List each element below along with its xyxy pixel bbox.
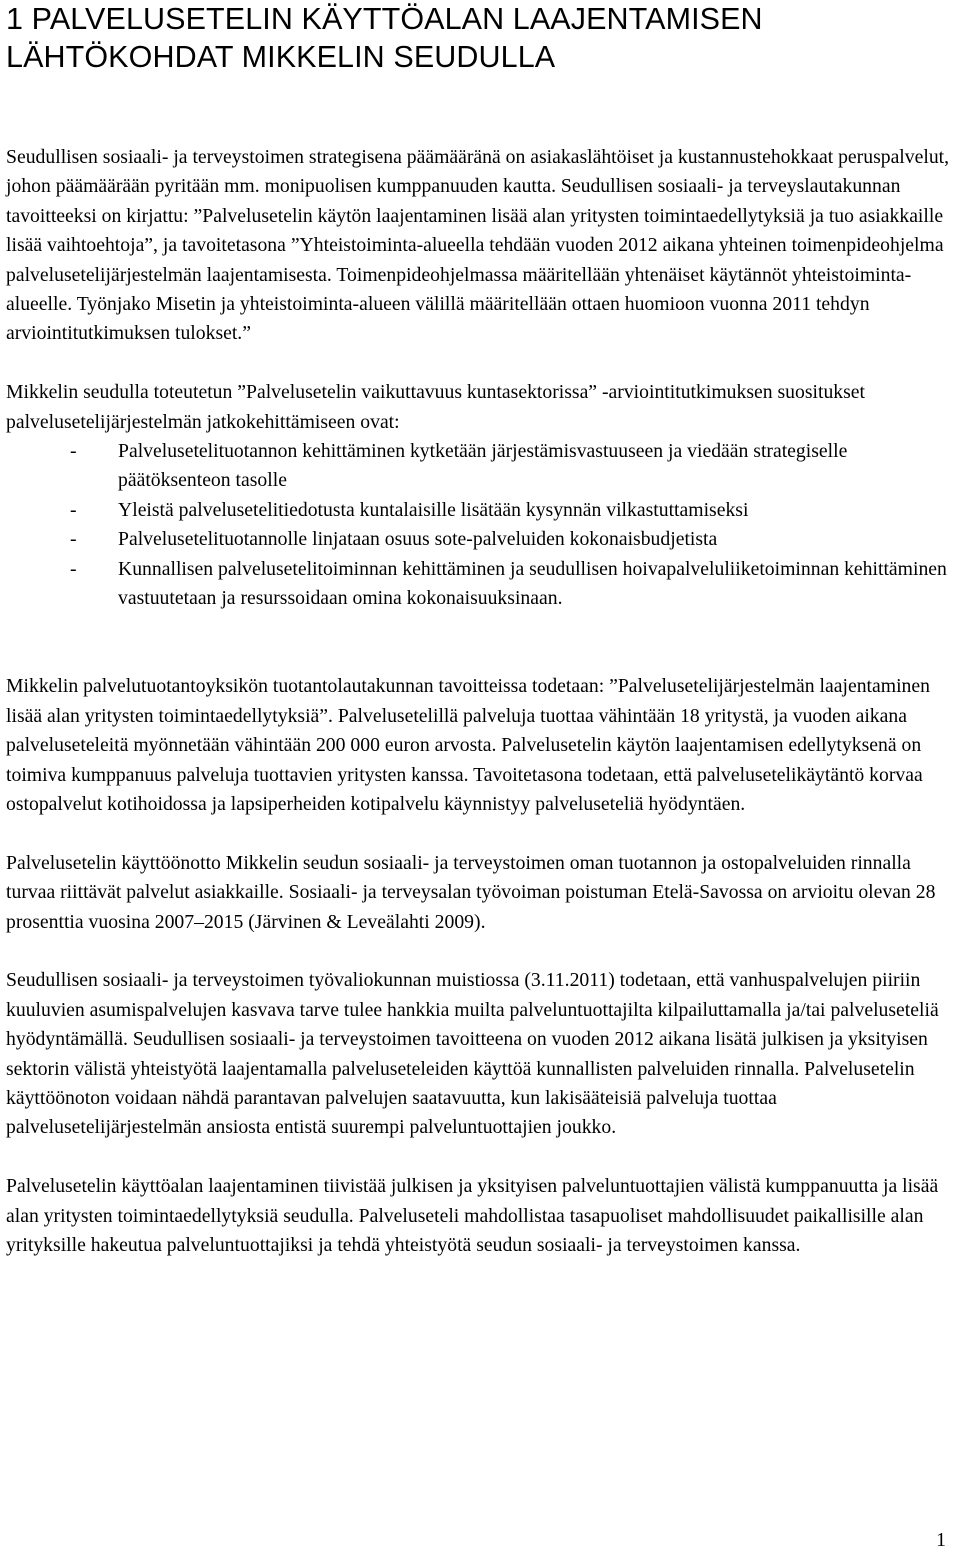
list-item-text: Palvelusetelituotannolle linjataan osuus sote-palveluiden kokonaisbudjetista <box>118 528 718 551</box>
paragraph-committee-memo: Seudullisen sosiaali- ja terveystoimen työvaliokunnan muistiossa (3.11.2011) todetaan, että vanhuspalvelujen piiriin kuuluvien asumispalvelujen kasvava tarve tulee hankkia muilta palveluntuottajilta kilpailuttamalla ja/tai palveluseteliä hyödyntämällä. Seudullisen sosiaali- ja terveystoimen tavoitteena on vuoden 2012 aikana lisätä julkisen ja yksityisen sektorin välistä yhteistyötä laajentamalla palveluseteleiden käyttöä kunnallisten palveluiden rinnalla. Palvelusetelin käyttöönoton voidaan nähdä parantavan palvelujen saatavuutta, kun lakisääteisiä palveluja tuottaa palvelusetelijärjestelmän ansiosta entistä suurempi palveluntuottajien joukko. <box>6 969 939 1139</box>
body-text <box>6 143 952 1260</box>
list-item-text: Palvelusetelituotannon kehittäminen kytketään järjestämisvastuuseen ja viedään strategiselle päätöksenteon tasolle <box>118 440 848 492</box>
list-item-text: Kunnallisen palvelusetelitoiminnan kehittäminen ja seudullisen hoivapalveluliiketoiminnan kehittäminen vastuutetaan ja resurssoidaan omina kokonaisuuksinaan. <box>118 557 947 610</box>
list-bullet: - <box>70 528 77 551</box>
page-number: 1 <box>936 1529 946 1551</box>
heading-line-1: 1 PALVELUSETELIN KÄYTTÖALAN LAAJENTAMISEN <box>6 2 763 36</box>
list-bullet: - <box>70 440 77 463</box>
list-bullet: - <box>70 557 77 580</box>
list-item-text: Yleistä palvelusetelitiedotusta kuntalaisille lisätään kysynnän vilkastuttamiseksi <box>118 498 749 521</box>
list-item <box>6 525 952 554</box>
list-item <box>6 437 952 496</box>
chapter-heading <box>6 0 946 76</box>
list-bullet: - <box>70 498 77 521</box>
list-item <box>6 496 952 525</box>
paragraph-adoption: Palvelusetelin käyttöönotto Mikkelin seudun sosiaali- ja terveystoimen oman tuotannon ja ostopalveluiden rinnalla turvaa riittävät palvelut asiakkaille. Sosiaali- ja terveysalan työvoiman poistuman Etelä-Savossa on arvioitu olevan 28 prosenttia vuosina 2007–2015 (Järvinen & Leveälahti 2009). <box>6 851 936 933</box>
paragraph-production-board: Mikkelin palvelutuotantoyksikön tuotantolautakunnan tavoitteissa todetaan: ”Palvelusetelijärjestelmän laajentaminen lisää alan yritysten toimintaedellytyksiä”. Palvelusetelillä palveluja tuottaa vähintään 18 yritystä, ja vuoden aikana palveluseteleitä myönnetään vähintään 200 000 euron arvosta. Palvelusetelin käytön laajentamisen edellytyksenä on toimiva kumppanuus palveluja tuottavien yritysten kanssa. Tavoitetasona todetaan, että palvelusetelikäytäntö korvaa ostopalvelut kotihoidossa ja lapsiperheiden kotipalvelu käynnistyy palveluseteliä hyödyntäen. <box>6 675 930 815</box>
paragraph-partnership: Palvelusetelin käyttöalan laajentaminen tiivistää julkisen ja yksityisen palveluntuottajien välistä kumppanuutta ja lisää alan yritysten toimintaedellytyksiä seudulla. Palveluseteli mahdollistaa tasapuoliset mahdollisuudet paikallisille alan yrityksille hakeutua palveluntuottajiksi ja tehdä yhteistyötä seudun sosiaali- ja terveystoimen kanssa. <box>6 1175 939 1256</box>
recommendation-list <box>6 437 952 613</box>
heading-line-2: LÄHTÖKOHDAT MIKKELIN SEUDULLA <box>6 40 556 74</box>
paragraph-evaluation-intro: Mikkelin seudulla toteutetun ”Palvelusetelin vaikuttavuus kuntasektorissa” -arviointitutkimuksen suositukset palvelusetelijärjestelmän jatkokehittämiseen ovat: <box>6 381 866 433</box>
paragraph-strategy: Seudullisen sosiaali- ja terveystoimen strategisena päämääränä on asiakaslähtöiset ja kustannustehokkaat peruspalvelut, johon päämäärään pyritään mm. monipuolisen kumppanuuden kautta. Seudullisen sosiaali- ja terveyslautakunnan tavoitteeksi on kirjattu: ”Palvelusetelin käytön laajentaminen lisää alan yritysten toimintaedellytyksiä ja tuo asiakkaille lisää vaihtoehtoja”, ja tavoitetasona ”Yhteistoiminta-alueella tehdään vuoden 2012 aikana yhteinen toimenpideohjelma palvelusetelijärjestelmän laajentamisesta. Toimenpideohjelmassa määritellään yhtenäiset käytännöt yhteistoiminta-alueelle. Työnjako Misetin ja yhteistoiminta-alueen välillä määritellään ottaen huomioon vuonna 2011 tehdyn arviointitutkimuksen tulokset.” <box>6 146 950 345</box>
list-item <box>6 555 952 614</box>
